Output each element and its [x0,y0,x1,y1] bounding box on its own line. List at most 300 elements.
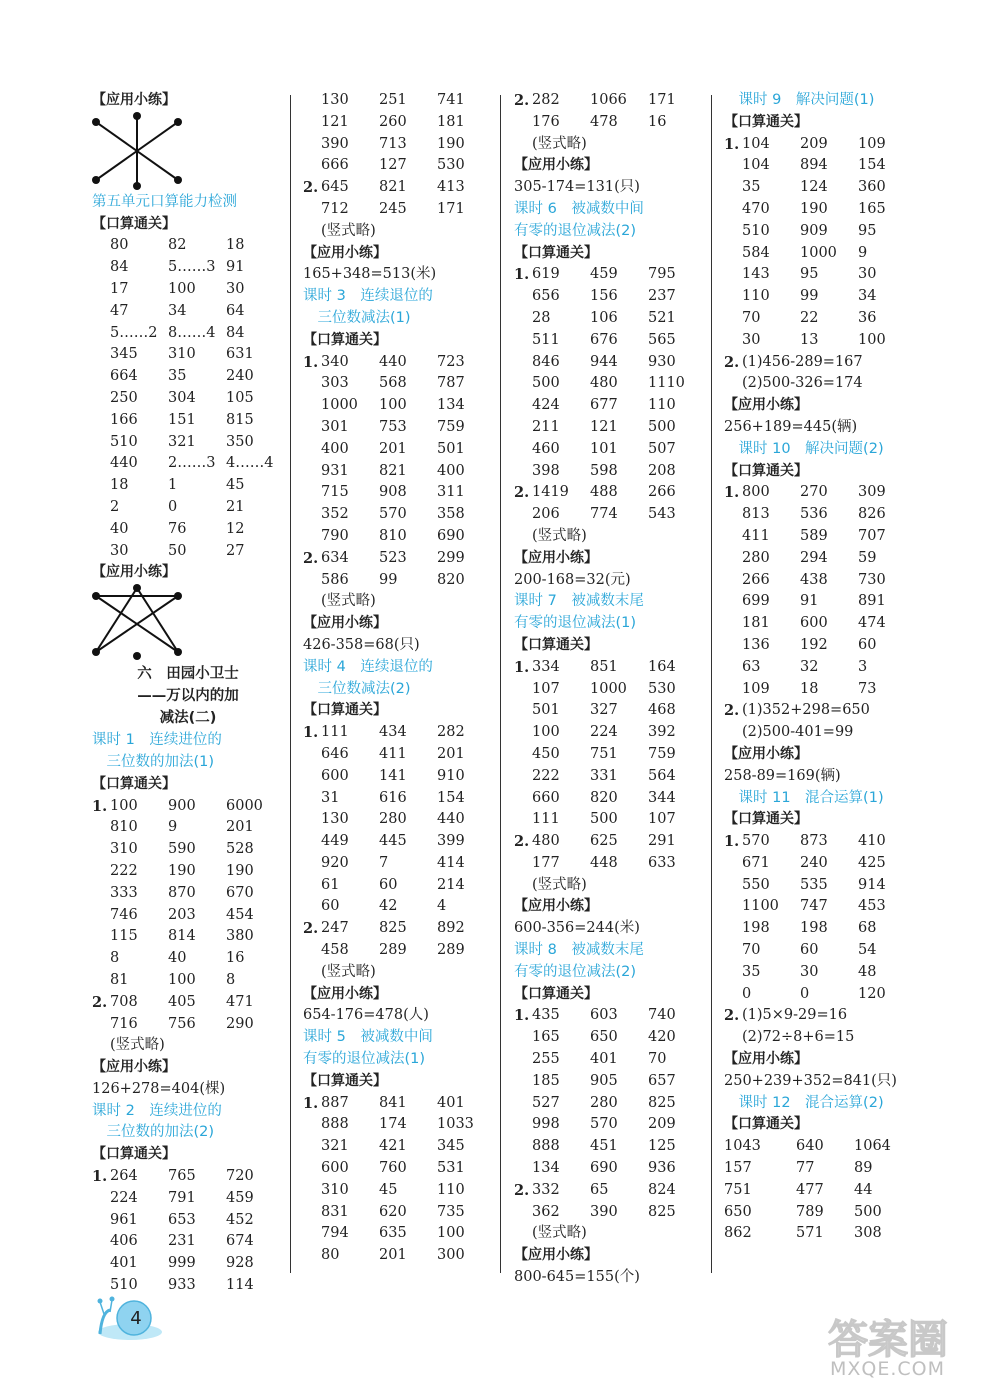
answer-cell: 825 [379,920,407,937]
answer-cell: 8 [226,971,236,988]
answer-cell: 756 [168,1015,196,1032]
answer-equation: 305-174=131(只) [514,179,640,196]
answer-cell: 815 [226,411,254,428]
lesson-title: 有零的退位减法(1) [514,615,637,632]
answer-cell: 151 [168,411,196,428]
answer-row [724,548,916,570]
answer-cell: 300 [437,1247,465,1264]
answer-cell: 789 [796,1203,824,1220]
answer-cell: 209 [648,1116,676,1133]
answer-cell: 424 [532,397,560,414]
answer-cell: 222 [110,862,138,879]
section-label: 【口算通关】 [92,215,176,232]
answer-row [514,657,706,679]
answer-row [303,504,495,526]
section-label: 【口算通关】 [303,1072,387,1089]
answer-cell: 125 [648,1138,676,1155]
answer-row [724,875,916,897]
answer-cell: 961 [110,1211,138,1228]
answer-row [303,177,495,199]
answer-row [92,432,284,454]
answer-cell: 814 [168,928,196,945]
answer-cell: 936 [648,1160,676,1177]
answer-cell: 251 [379,92,407,108]
answer-equation: 600-356=244(米) [514,920,640,937]
answer-cell: 790 [321,527,349,544]
answer-cell: 759 [437,418,465,435]
question-number: 1. [92,797,108,815]
answer-cell: 289 [379,942,407,959]
answer-row [92,453,284,475]
answer-cell: 185 [532,1072,560,1089]
answer-text: (1)5×9-29=16 [742,1007,848,1024]
answer-cell: 48 [858,963,877,980]
answer-row [514,90,706,112]
answer-cell: 590 [168,841,196,858]
section-label: 【口算通关】 [514,636,598,653]
answer-cell: 435 [532,1007,560,1024]
answer-cell: 741 [437,92,465,108]
answer-row [92,1188,284,1210]
answer-cell: 914 [858,876,886,893]
answer-cell: 944 [590,353,618,370]
answer-cell: 480 [532,833,560,850]
answer-row [303,199,495,221]
answer-cell: 40 [168,950,187,967]
answer-cell: 44 [854,1181,873,1198]
answer-cell: 165 [858,200,886,217]
answer-cell: 311 [437,484,465,501]
answer-cell: 181 [437,113,465,130]
answer-cell: 1110 [648,375,685,392]
answer-cell: 507 [648,440,676,457]
answer-cell: 30 [110,542,129,559]
answer-cell: 589 [800,527,828,544]
answer-cell: 127 [379,157,407,174]
answer-cell: 82 [168,237,187,254]
answer-grid [514,264,706,547]
answer-row [92,1210,284,1232]
answer-cell: 18 [226,237,245,254]
question-number: 2. [514,1181,530,1199]
answer-row [514,482,706,504]
answer-cell: 120 [858,985,886,1002]
answer-cell: 600 [800,615,828,632]
answer-cell: 716 [110,1015,138,1032]
answer-cell: 31 [321,789,340,806]
answer-cell: 80 [321,1247,340,1264]
answer-row [724,330,916,352]
answer-equation: 126+278=404(棵) [92,1080,226,1097]
answer-row [514,417,706,439]
answer-cell: 891 [858,593,886,610]
answer-cell: 831 [321,1203,349,1220]
answer-cell: 0 [800,985,810,1002]
answer-row [514,744,706,766]
lesson-title: 课时 1 连续进位的 [92,732,222,749]
answer-cell: 345 [110,346,138,363]
answer-cell: 411 [742,527,770,544]
section-label: 【口算通关】 [514,244,598,261]
answer-cell: 794 [321,1225,349,1242]
answer-cell: 440 [110,455,138,472]
section-label: 【应用小练】 [514,157,598,174]
answer-cell: 600 [321,1160,349,1177]
answer-row [303,744,495,766]
answer-cell: 101 [590,440,618,457]
question-number: 2. [92,993,108,1011]
answer-cell: 471 [226,993,254,1010]
answer-row [514,308,706,330]
answer-cell: 451 [590,1138,618,1155]
question-number: 1. [514,266,530,284]
answer-cell: 266 [648,484,676,501]
answer-cell: 3 [858,658,868,675]
question-number: 1. [724,484,740,502]
lesson-title: 课时 9 解决问题(1) [724,92,875,108]
answer-cell: 888 [532,1138,560,1155]
answer-cell: 60 [858,636,877,653]
section-label: 【应用小练】 [303,985,387,1002]
answer-cell: 0 [168,498,178,515]
lesson-title: 第五单元口算能力检测 [92,193,237,210]
answer-cell: 308 [854,1225,882,1242]
answer-cell: 564 [648,767,676,784]
section-label: 【口算通关】 [724,811,808,828]
answer-row [724,613,916,635]
section-label: 【口算通关】 [724,113,808,130]
answer-cell: 45 [226,477,245,494]
answer-cell: 1043 [724,1138,761,1155]
section-label: 【应用小练】 [92,92,176,108]
answer-cell: 60 [800,942,819,959]
answer-cell: 6000 [226,797,263,814]
answer-cell: 434 [379,724,407,741]
answer-cell: 459 [226,1189,254,1206]
answer-cell: 851 [590,658,618,675]
answer-cell: 568 [379,375,407,392]
answer-cell: 99 [379,571,398,588]
answer-row [724,1136,916,1158]
answer-row [724,1223,916,1245]
answer-cell: 303 [321,375,349,392]
answer-cell: 619 [532,266,560,283]
answer-grid [303,352,495,614]
question-number: 2. [514,484,530,502]
answer-cell: 488 [590,484,618,501]
answer-cell: 264 [110,1168,138,1185]
line-diagram-star [92,112,284,192]
answer-cell: 616 [379,789,407,806]
answer-cell: 511 [532,331,560,348]
answer-cell: 398 [532,462,560,479]
answer-row [303,722,495,744]
answer-row [303,90,495,112]
question-number: 1. [514,658,530,676]
answer-cell: 18 [110,477,129,494]
answer-cell: 208 [648,462,676,479]
answer-row [92,839,284,861]
answer-cell: 100 [858,331,886,348]
lesson-title: 课时 2 连续进位的 [92,1102,222,1119]
answer-cell: 530 [437,157,465,174]
answer-cell: 746 [110,906,138,923]
lesson-title: 课时 7 被减数末尾 [514,593,644,610]
answer-cell: 450 [532,745,560,762]
answer-row [514,352,706,374]
answer-cell: 603 [590,1007,618,1024]
answer-row [514,679,706,701]
answer-cell: 414 [437,854,465,871]
answer-row [303,439,495,461]
answer-cell: 59 [858,549,877,566]
answer-cell: 255 [532,1051,560,1068]
answer-cell: 352 [321,506,349,523]
answer-row [92,388,284,410]
answer-cell: 821 [379,462,407,479]
answer-cell: 399 [437,833,465,850]
answer-cell: 310 [168,346,196,363]
answer-row [724,177,916,199]
answer-row [303,1245,495,1267]
answer-cell: 331 [590,767,618,784]
question-number: 2. [303,920,319,938]
answer-cell: 468 [648,702,676,719]
answer-row [724,896,916,918]
answer-cell: 909 [800,222,828,239]
answer-cell: 650 [590,1029,618,1046]
question-number: 1. [514,1007,530,1025]
section-label: 【应用小练】 [92,1059,176,1076]
answer-cell: 810 [379,527,407,544]
answer-row [724,504,916,526]
answer-cell: 100 [437,1225,465,1242]
answer-text: (竖式略) [321,593,376,610]
answer-cell: 405 [168,993,196,1010]
answer-cell: 820 [437,571,465,588]
unit-heading: ——万以内的加 [137,688,239,705]
answer-row [724,962,916,984]
answer-row [514,1005,706,1027]
answer-cell: 362 [532,1203,560,1220]
section-label: 【口算通关】 [303,702,387,719]
answer-cell: 35 [742,963,761,980]
answer-cell: 458 [321,942,349,959]
answer-row [303,570,495,592]
answer-cell: 791 [168,1189,196,1206]
answer-cell: 411 [379,745,407,762]
answer-cell: 657 [648,1072,676,1089]
answer-cell: 34 [858,288,877,305]
answer-grid [724,1136,916,1245]
unit-heading: 减法(二) [159,710,217,727]
answer-cell: 510 [110,1277,138,1294]
answer-cell: 35 [168,368,187,385]
answer-cell: 22 [800,309,819,326]
answer-cell: 209 [800,135,828,152]
answer-cell: 870 [168,884,196,901]
answer-row [92,1166,284,1188]
answer-row [303,809,495,831]
answer-cell: 894 [800,157,828,174]
answer-cell: 905 [590,1072,618,1089]
answer-equation: 165+348=513(米) [303,266,437,283]
answer-cell: 448 [590,854,618,871]
answer-cell: 438 [800,571,828,588]
answer-row [514,1223,706,1245]
answer-cell: 720 [226,1168,254,1185]
question-number: 1. [303,353,319,371]
answer-cell: 640 [796,1138,824,1155]
answer-row [724,1180,916,1202]
answer-cell: 95 [800,266,819,283]
answer-equation: 258-89=169(辆) [724,767,841,784]
answer-cell: 1000 [321,397,358,414]
question-number: 2. [724,353,740,371]
answer-row [724,570,916,592]
answer-cell: 247 [321,920,349,937]
answer-cell: 65 [590,1181,609,1198]
answer-cell: 111 [532,811,560,828]
answer-equation: 654-176=478(人) [303,1007,429,1024]
answer-cell: 91 [226,259,245,276]
answer-row [303,395,495,417]
answer-cell: 862 [724,1225,752,1242]
answer-cell: 825 [648,1094,676,1111]
answer-row [514,526,706,548]
lesson-title: 课时 8 被减数末尾 [514,942,644,959]
answer-cell: 900 [168,797,196,814]
answer-cell: 280 [379,811,407,828]
answer-cell: 656 [532,288,560,305]
answer-cell: 523 [379,549,407,566]
answer-row [303,548,495,570]
section-label: 【口算通关】 [92,1146,176,1163]
answer-row [92,279,284,301]
answer-cell: 735 [437,1203,465,1220]
answer-cell: 50 [168,542,187,559]
answer-cell: 1100 [742,898,779,915]
answer-cell: 109 [858,135,886,152]
answer-cell: 201 [379,440,407,457]
question-number: 2. [514,833,530,851]
answer-cell: 841 [379,1094,407,1111]
answer-cell: 237 [648,288,676,305]
answer-cell: 76 [168,520,187,537]
answer-row [724,221,916,243]
answer-cell: 670 [226,884,254,901]
question-number: 1. [303,724,319,742]
answer-cell: 345 [437,1138,465,1155]
answer-row [303,373,495,395]
answer-row [514,809,706,831]
answer-row [514,1180,706,1202]
answer-row [724,243,916,265]
answer-cell: 28 [532,309,551,326]
answer-cell: 321 [168,433,196,450]
answer-cell: 84 [110,259,129,276]
answer-cell: 240 [226,368,254,385]
answer-cell: 998 [532,1116,560,1133]
answer-cell: 712 [321,200,349,217]
answer-cell: 35 [742,179,761,196]
answer-cell: 130 [321,811,349,828]
answer-grid [724,831,916,1049]
answer-cell: 299 [437,549,465,566]
answer-cell: 887 [321,1094,349,1111]
answer-cell: 77 [796,1160,815,1177]
answer-cell: 290 [226,1015,254,1032]
answer-cell: 530 [648,680,676,697]
answer-row [303,831,495,853]
answer-cell: 190 [437,135,465,152]
answer-cell: 136 [742,636,770,653]
answer-cell: 99 [800,288,819,305]
answer-cell: 309 [858,484,886,501]
section-label: 【应用小练】 [514,1247,598,1264]
answer-cell: 333 [110,884,138,901]
answer-cell: 824 [648,1181,676,1198]
answer-cell: 510 [110,433,138,450]
answer-text: (竖式略) [532,527,587,544]
column-3 [514,90,706,1289]
answer-cell: 141 [379,767,407,784]
lesson-title: 三位数减法(1) [303,309,411,326]
answer-cell: 730 [858,571,886,588]
answer-cell: 460 [532,440,560,457]
answer-cell: 100 [532,724,560,741]
answer-cell: 440 [379,353,407,370]
answer-cell: 100 [379,397,407,414]
answer-cell: 645 [321,179,349,196]
answer-cell: 95 [858,222,877,239]
answer-grid [92,1166,284,1297]
answer-row [303,1093,495,1115]
answer-cell: 203 [168,906,196,923]
answer-cell: 480 [590,375,618,392]
answer-cell: 70 [742,942,761,959]
answer-cell: 310 [321,1181,349,1198]
answer-cell: 410 [858,833,886,850]
answer-cell: 304 [168,389,196,406]
answer-grid [724,134,916,396]
answer-cell: 260 [379,113,407,130]
answer-cell: 9 [168,819,178,836]
answer-cell: 114 [226,1277,254,1294]
answer-cell: 321 [321,1138,349,1155]
answer-text: (竖式略) [321,963,376,980]
answer-cell: 715 [321,484,349,501]
answer-cell: 1419 [532,484,569,501]
answer-cell: 666 [321,157,349,174]
answer-cell: 134 [437,397,465,414]
section-label: 【应用小练】 [724,1051,808,1068]
answer-cell: 201 [226,819,254,836]
answer-cell: 231 [168,1233,196,1250]
answer-cell: 16 [648,113,667,130]
answer-row [724,591,916,613]
answer-cell: 4……4 [226,455,274,472]
answer-cell: 100 [168,280,196,297]
answer-cell: 708 [110,993,138,1010]
answer-cell: 68 [858,920,877,937]
answer-cell: 206 [532,506,560,523]
answer-cell: 452 [226,1211,254,1228]
answer-cell: 810 [110,819,138,836]
answer-cell: 740 [648,1007,676,1024]
answer-grid [92,235,284,562]
answer-row [92,948,284,970]
